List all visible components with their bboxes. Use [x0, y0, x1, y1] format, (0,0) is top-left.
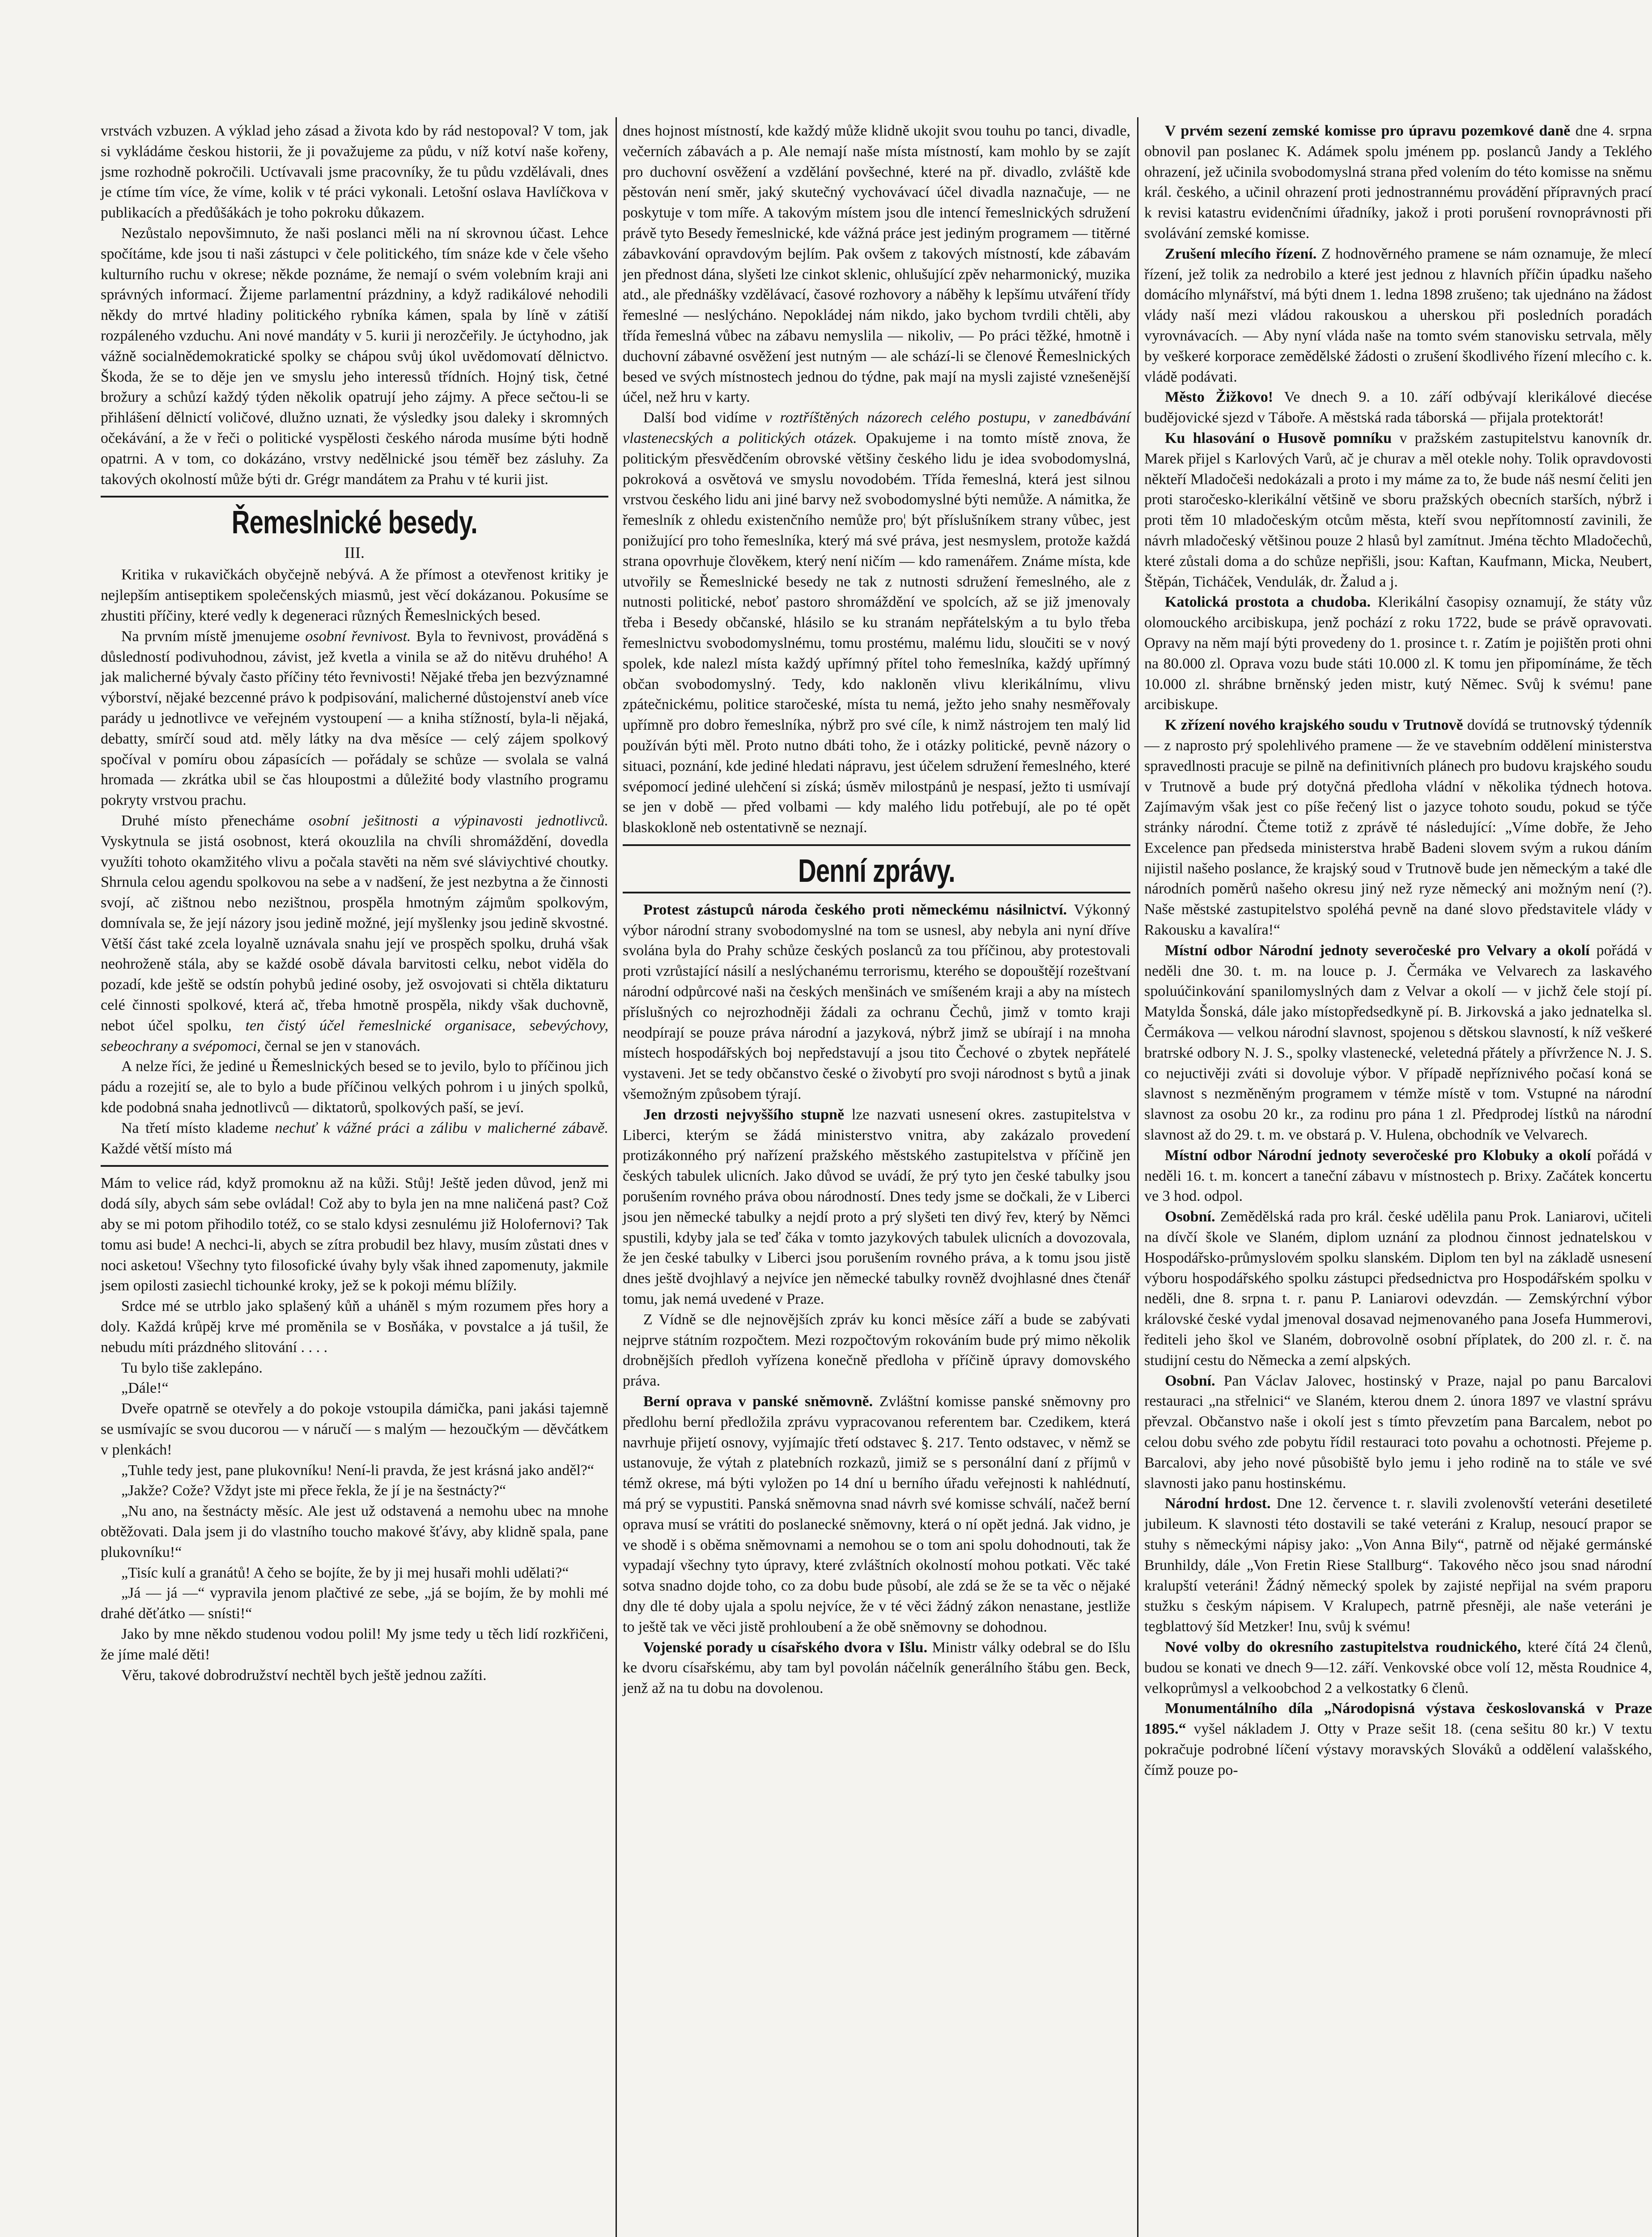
news-item — [1144, 592, 1652, 715]
news-headline: Osobní. — [1165, 1372, 1215, 1389]
column-3 — [1144, 121, 1652, 2237]
news-headline: Protest zástupců národa českého proti německému násilnictví. — [643, 901, 1067, 918]
body-text: Ministr války odebral se do Išlu ke dvoru císařskému, aby tam byl povolán náčelník generálního štábu gen. Beck, jenž až na tu dobu na dovolenou. — [623, 1639, 1131, 1697]
news-headline: Nové volby do okresního zastupitelstva roudnického, — [1165, 1638, 1521, 1655]
paragraph — [101, 626, 608, 811]
lead-text: Na prvním místě jmenujeme — [121, 628, 300, 645]
paragraph: „Já — já —“ vypravila jenom plačtivé ze sebe, „já se bojím, že by mohli mé drahé děťátko — snísti!“ — [101, 1585, 608, 1622]
news-item — [1144, 244, 1652, 387]
emphasis-text: osobní ješitnosti a výpinavosti jednotlivců. — [308, 812, 608, 829]
body-text: černal se jen v stanovách. — [264, 1038, 420, 1055]
body-text: Ve dnech 9. a 10. září odbývají klerikálové diecése budějovické sjezd v Táboře. A městská rada táborská — přijala protektorát! — [1144, 389, 1652, 426]
body-text: pořádá v neděli 16. t. m. koncert a taneční zábavu v místnostech p. Brixy. Začátek koncertu ve 3 hod. odpol. — [1144, 1147, 1652, 1205]
news-item — [1144, 1145, 1652, 1207]
body-text: které čítá 24 členů, budou se konati ve dnech 9—12. září. Venkovské obce volí 12, města Roudnice 4, velkoprůmysl a velkoobchod 2 a velkostatky 6 členů. — [1144, 1638, 1652, 1697]
news-headline: Monumentálního díla „Národopisná výstava českoslovanská v Praze 1895.“ — [1144, 1700, 1652, 1738]
paragraph: dnes hojnost místností, kde každý může klidně ukojit svou touhu po tanci, divadle, večerních zábavách a p. Ale nemají naše místa místností, kam mohlo by se zajít pro duchovní osvěžení a vzdělání povšechné, které na př. divadlo, zvláště kde pěstován není směr, jaký skutečný vychovávací účel divadla naznačuje, — ne poskytuje v tom míře. A takovým místem jsou dle intencí řemeslnických sdružení právě tyto Besedy řemeslnické, kde vážná práce jest jediným programem — titěrné zábavkování opravdovým bejlím. Pak ovšem z takových místností, kde zábavám jen přednost dána, slyšeti lze cinkot sklenic, ohlušující zpěv neharmonický, muzika atd., ale přednášky vzdělávací, časové rozhovory a náběhy k lepšímu utváření třídy řemeslné — neslýcháno. Nepokládej nám nikdo, jako bychom tvrdili chtěli, aby třída řemeslná vůbec na zábavu nemyslila — nikoliv, — Po práci těžké, hmotně i duchovní zábavné osvěžení jest nutným — ale schází-li se členové Řemeslnických besed ve svých místnostech jednou do týdne, pak mají na mysli zajisté vznešenější účel, než hru v karty. — [623, 123, 1130, 406]
news-headline: Město Žižkovo! — [1165, 389, 1274, 406]
news-headline: Jen drzosti nejvyššího stupně — [643, 1106, 845, 1123]
body-text: Opakujeme i na tomto místě znova, že politickým přesvědčením obrovské většiny českého lidu je idea svobodomyslná, pokroková a osvětová ve smyslu novodobém. Třída řemeslná, která jest silnou vrstvou českého lidu ani jiné barvy než svobodomyslné býti nemůže. A námitka, že řemeslník z ohledu existenčního nemůže pro¦ být příslušníkem strany vůbec, jest ponižující pro toho řemeslníka, který má své práva, jest nesmyslem, protože každá strana opovrhuje člověkem, který není ničím — kdo ramenářem. Známe místa, kde utvořily se Řemeslnické besedy ne tak z nutnosti sdružení řemeslného, ale z nutnosti politické, neboť pastoro shromáždění ve spolcích, až se již jmenovaly třeba i Besedy občanské, hlásilo se ku stranám nepřátelským a tu bylo třeba řemeslnictvu svobodomyslnému, tomu prostému, malému lidu, sloučiti se v nový spolek, kde nalezl místa každý upřímný přítel toho řemeslníka, každý upřímný občan svobodomyslný. Tedy, kdo nakloněn vlivu klerikálnímu, vlivu zpátečnickému, politice staročeské, místa tu nemá, ježto jeho snahy nesměřovaly upřímně pro dobro řemeslníka, nýbrž pro své cíle, k nimž nástrojem ten malý lid používán býti měl. Proto nutno dbáti toho, že i otázky politické, pevně názory o situaci, poznání, kde jediné hledati nápravu, jest účelem sdružení řemeslného, které svépomocí jediné ulehčení si získá; úsměv milostpánů je nespasí, ježto ti usmívají se jen v době — před volbami — kdy malého lidu potřebují, ale po té opět blaskokloně neb ostentativně se neznají. — [623, 430, 1131, 836]
paragraph: Nezůstalo nepovšimnuto, že naši poslanci měli na ní skrovnou účast. Lehce spočítáme, kde jsou ti naši zástupci v čele politického, tím snáze kde v čele všeho kulturního ruchu v okrese; někde poznáme, že nemají o svém volebním kraji ani správných informací. Žijeme parlamentní prázdniny, a když radikálové nehodili někdy do mrtvé hladiny politického rybníka kámen, spala by líně v zátiší rozpáleného vzduchu. Ani nové mandáty v 5. kurii ji nerozčeřily. Je úctyhodno, jak vážně socialnědemokratické spolky se chápou svůj úkol uvědomovatí dělnictvo. Škoda, že se to děje jen ve smyslu jeho interessů třídních. Hojný tisk, četné brožury a schůzí každý týden několik opatrují jeho zájmy. A přece sečtou-li se přihlášení dělnictí voličové, dlužno uznati, že výsledky jsou daleky i skromných očekávání, a že v řeči o politické vyspělosti českého národa musíme býti hodně opatrni. A v tom, co dokázáno, vrstvy nedělnické jsou téměř bez zásluhy. Za takových okolností může býti dr. Grégr mandátem za Prahu v té kurii jist. — [101, 225, 608, 488]
paragraph: Kritika v rukavičkách obyčejně nebývá. A že přímost a otevřenost kritiky je nejlepším antiseptikem společenských miasmů, jest věcí dokázanou. Pokusíme se zhustiti příčiny, které vedly k degeneraci různých Řemeslnických besed. — [101, 566, 608, 624]
emphasis-text: ten čistý účel řemeslnické organisace, sebevýchovy, sebeochrany a svépomoci, — [101, 1017, 608, 1055]
body-text: pořádá v neděli dne 30. t. m. na louce p. J. Čermáka ve Velvarech za laskavého spoluúčinkování spanilomyslných dam z Velvar a okolí — v jichž čele stojí pí. Matylda Šonská, dále jako místopředsedkyně pí. B. Jirkovská a jako jednatelka sl. Čermákova — velkou národní slavnost, spojenou s dětskou slavností, k níž veškeré bratrské odbory N. J. S., spolky vlastenecké, veletedná přátely a přívržence N. J. S. co nejuctivěji zváti si dovoluje výbor. V případě nepříznivého počasí koná se slavnost s nezměněným programem v témže místě v tom. Vstupné na národní slavnost za osobu 20 kr., za rodinu pro pána 1 zl. Předprodej lístků na národní slavnost až do 29. t. m. ve obstará p. V. Hulena, obchodník ve Velvarech. — [1144, 942, 1652, 1144]
lead-text: Druhé místo přenecháme — [121, 812, 295, 829]
paragraph: „Jakže? Cože? Vždyt jste mi přece řekla, že jí je na šestnácty?“ — [121, 1482, 506, 1499]
news-item — [1144, 940, 1652, 1145]
paragraph: „Dále!“ — [121, 1380, 169, 1397]
paragraph — [101, 1118, 608, 1159]
news-item — [1144, 428, 1652, 592]
news-headline: Berní oprava v panské sněmovně. — [643, 1393, 873, 1410]
body-text: Každé větší místo má — [101, 1140, 232, 1157]
body-text: vyšel nákladem J. Otty v Praze sešit 18. (cena sešitu 80 kr.) V textu pokračuje podrobné líčení výstavy moravských Slováků a oddělení valašského, čímž pouze po- — [1144, 1721, 1652, 1778]
section-divider — [623, 892, 1130, 893]
body-text: Zvláštní komisse panské sněmovny pro předlohu berní předložila zprávu vypracovanou referentem bar. Czedikem, která navrhuje přijetí osnovy, vyjímajíc třetí odstavec §. 217. Tento odstavec, v němž se ustanovuje, že výtah z platebních rozkazů, jimiž se s personální daní z příjmů v témž okrese, má býti vyložen po 14 dní u berního úřadu veřejnosti k nahlédnutí, má prý se vypustiti. Panská sněmovna snad návrh své komisse schválí, načež berní oprava musí se vrátiti do poslanecké sněmovny, která o ní opět jedná. Jak vidno, je ve shodě i s oběma sněmovnami a nemohou se o tom ani spolu dohodnouti, tak že vypadají všechny tyto úpravy, které zvláštních okolností mohou potkati. Věc také sotva snadno dojde toho, co za dobu bude působí, ale zdá se že se ta věc o nějaké dny dle té doby ujala a spolu nejvíce, že v té věci žádný zákon nenastane, jestliže to ještě tak ve věci jistě prohloubení a že obě sněmovny se dohodnou. — [623, 1393, 1130, 1635]
news-headline: Vojenské porady u císařského dvora v Išlu. — [643, 1639, 928, 1656]
paragraph: Tu bylo tiše zaklepáno. — [121, 1359, 263, 1376]
news-item — [1144, 1371, 1652, 1494]
feuilleton-divider — [101, 1165, 608, 1167]
lead-text: Na třetí místo klademe — [121, 1119, 268, 1136]
news-item — [1144, 715, 1652, 940]
column-rule — [616, 117, 617, 2237]
news-item: Z Vídně se dle nejnovějších zpráv ku konci měsíce září a bude se zabývati nejprve státním rozpočtem. Mezi rozpočtovým rokováním bude prý mimo několik drobnějších předloh vyřízena konečně předloha v příčině úpravy domovského práva. — [623, 1311, 1130, 1390]
paragraph: Mám to velice rád, když promoknu až na kůži. Stůj! Ještě jeden důvod, jenž mi dodá síly, abych sám sebe ovládal! Což aby to byla jen na mne naličená past? Což aby se mi potom přihodilo totéž, co se stalo kdysi zesnulému již Holofernovi? Tak tomu asi bude! A nechci-li, abych se zítra probudil bez hlavy, musím zůstati dnes v noci asketou! Všechny tyto filosofické úvahy byly však ihned zapomenuty, jakmile jsem opilosti zasiechl tichounké kroky, jež se k pokoji mému blížily. — [101, 1175, 608, 1294]
body-text: Z hodnověrného pramene se nám oznamuje, že mlecí řízení, jež tolik za nedrobilo a které jest jednou z hlavních příčin úpadku našeho domácího mlynářství, má býti dnem 1. ledna 1898 zrušeno; tak ujednáno na žádost vlády naší mezi vládou rakouskou a uherskou při posledních poradách vyrovnávacích. — Aby nyní vláda naše na tomto svém stanovisku setrvala, měly by veškeré korporace zemědělské žádosti o zrušení škodlivého řízení mlecího c. k. vládě podávati. — [1144, 245, 1652, 385]
body-text: Pan Václav Jalovec, hostinský v Praze, najal po panu Barcalovi restauraci „na střelnici“ ve Slaném, kterou dnem 2. února 1897 ve vlastní správu převzal. Občanstvo naše i okolí jest s tímto převzetím pana Barcalem, nebot po celou dobu svého zde pobytu řídil restauraci toto povahu a ochotnosti. Přejeme p. Barcalovi, aby jeho nové působiště bylo jemu i jeho rodině na to stále ve své slavnosti jako panu hostinskému. — [1144, 1372, 1652, 1492]
news-headline: K zřízení nového krajského soudu v Trutnově — [1165, 717, 1463, 734]
body-text: Vyskytnula se jistá osobnost, která okouzlila na chvíli shromáždění, dovedla využíti tohoto okamžitého vlivu a počala stavěti na něm své sláviychtivé choutky. Shrnula celou agendu spolkovou na sebe a v nadšení, že jest nezbytna a že činnosti svojí, ač zištnou nebo nezištnou, prospěla hmotným zájmům spolkovým, domnívala se, že její názory jsou jedině možné, její myšlenky jsou jedině skvostné. Větší část také zcela loyalně uznávala snahu její ve prospěch spolku, druhá však neohroženě stála, aby se každé osobě dávala barvitosti celku, nebot viděla do pozadí, kde ještě se odstín pohybů jediné osoby, jež osvojovati si chtěla diktaturu celé činnosti spolkové, která ač, třeba hmotně prospěla, nikdy však duchovně, nebot účel spolku, — [101, 833, 608, 1034]
news-item — [623, 1105, 1130, 1310]
news-headline: Národní hrdost. — [1165, 1495, 1271, 1512]
news-item — [623, 900, 1130, 1105]
column-2 — [623, 121, 1130, 2237]
body-text: Dne 12. července t. r. slavili zvolenovští veteráni desetileté jubileum. K slavnosti této dostavili se také veteráni z Kralup, nesoucí prapor se stuhy s německými nápisy jako: „Von Anna Bily“, patrně od nějaké germánské Brunhildy, dále „Von Fretin Riese Stallburg“. Takového něco jsou snad národní kralupští veteráni! Žádný německý spolek by zajisté nepřijal na svém praporu stužku s českým nápisem. V Kralupech, patrně přesněji, ale naše veteráni je tegblattový šíd Metzker! Inu, svůj k svému! — [1144, 1495, 1652, 1635]
body-text: v pražském zastupitelstvu kanovník dr. Marek přijel s Karlových Varů, ač je churav a měl otekle nohy. Tolik opravdovosti někteří Mladočeši nedokázali a proto i my máme za to, že bude náš nesmí čeliti jen proti staročesko-klerikální většině ve sboru pražských obecních starších, nýbrž i proti těm 10 mladočeským otcům města, kteří svou nepřítomností zavinili, že návrh mladočeský většinou pouze 2 hlasů byl zamítnut. Jména těchto Mladočechů, které zůstali doma a do schůze nepřišli, jsou: Kaftan, Kaufmann, Micka, Neubert, Štěpán, Ticháček, Vendulák, dr. Žalud a j. — [1144, 430, 1652, 590]
news-headline: Osobní. — [1165, 1208, 1215, 1225]
news-item — [1144, 1637, 1652, 1698]
paragraph: Jako by mne někdo studenou vodou polil! My jsme tedy u těch lidí rozkřičeni, že jíme malé děti! — [101, 1625, 608, 1663]
news-headline: Zrušení mlecího řízení. — [1165, 245, 1317, 262]
news-headline: Katolická prostota a chudoba. — [1165, 594, 1371, 611]
body-text: Výkonný výbor národní strany svobodomyslné na tom se usnesl, aby nebyla ani nyní dříve svolána byla do Prahy schůze českých poslanců za tou příčinou, aby protestovali proti vzrůstající násilí a neslýchanému terrorismu, kterého se dopouštějí rozeštvaní národní odpůrcové naši na českých menšinách ve smíšeném kraji a aby na místech příslušných co nejrozhodněji žádali za ochranu Čechů, jimž v tomto kraji neodpírají se pouze práva národní a jazyková, nýbrž jimž se ubírají i na mnoha místech hospodářských boj nepředstavují a jsou tito Čechové o zbytek nepřátelé vystaveni. Jet se tedy občanstvo české o živobytí pro svoji národnost s bytů a jinak všemožným způsobem týrají. — [623, 901, 1130, 1103]
body-text: Zemědělská rada pro král. české udělila panu Prok. Laniarovi, učiteli na dívčí škole ve Slaném, diplom uznání za plodnou činnost jednatelskou v Hospodářsko-průmyslovém spolku slanském. Diplom ten byl na základě usnesení výboru hospodářského spolku zástupci předsednictva pro Hospodářském spolku v neděli, dne 8. srpna t. r. panu P. Laniarovi odevzdán. — Zemskýrchní výbor královské české vydal jmenoval dosavad nejmenovaného pana Josefa Hummerovi, řediteli jeho škol ve Slaném, dobrovolně osobní příplatek, do 200 zl. r. č. na studijní cestu do Německa a zemí alpských. — [1144, 1208, 1652, 1369]
emphasis-text: v roztříštěných názorech celého postupu, v zanedbávání vlastenecských a politických otázek. — [623, 409, 1131, 447]
news-item — [623, 1637, 1130, 1699]
section-heading: Řemeslnické besedy. — [231, 505, 478, 541]
paragraph: Srdce mé se utrblo jako splašený kůň a uháněl s mým rozumem přes hory a doly. Každá krůpěj krve mé proměnila se v Bosňáka, v povstalce a já tušil, že nebudu míti prázdného slitování . . . . — [101, 1298, 608, 1356]
section-divider — [623, 844, 1130, 846]
section-divider — [101, 496, 608, 498]
news-item — [1144, 121, 1652, 244]
body-text: lze nazvati usnesení okres. zastupitelstva v Liberci, kterým se žádá ministerstvo vnitra, aby zakázalo provedení protizákonného prý nařízení pražského městského zastupitelstva v příčině jen českých tabulek ulicních. Jako důvod se uvádí, že prý tyto jen české tabulky jsou porušením rovného práva obou národností. Dnes tedy jsme se dočkali, že v Liberci jsou jen německé tabulky a nejdí proto a prý slyšeti ten divý řev, který by Němci spustili, kdyby jala se teď čáka v tomto jazykových tabulek ulicních a dovozovala, že jen české tabulky v Liberci jsou porušením rovného práva, a k tomu jsou jistě dnes ještě dvojhlavý a nejvíce jen německé tabulky rovněž dvojhlasné dnes čtenář tomu, jak nemá uvedené v Praze. — [623, 1106, 1130, 1308]
news-headline: Místní odbor Národní jednoty severočeské pro Klobuky a okolí — [1165, 1147, 1591, 1164]
news-headline: Ku hlasování o Husově pomníku — [1165, 430, 1392, 447]
paragraph — [623, 408, 1130, 838]
column-1 — [101, 121, 608, 2237]
body-text: dovídá se trutnovský týdenník — z naprosto prý spolehlivého pramene — že ve stavebním oddělení ministerstva spravedlnosti pracuje se pilně na definitivních plánech pro budovu krajského soudu v Trutnově a bude prý dotyčná předloha vládní v několika týdnech hotova. Zajímavým však jest co píše řečený list o jazyce tohoto soudu, pokud se týče stránky národní. Čteme totiž z zprávě té následující: „Víme dobře, že Jeho Excelence pan předseda ministerstva hrabě Badeni slovem svým a rukou dáním nijistil našeho poslance, že krajský soud v Trutnově bude jen německým a také dle národních poměrů našeho okresu jiný než ryze německý ani možným není (?). Naše městské zastupitelstvo spoléhá pevně na dané slovo představitele vlády v Rakousku a kavalíra!“ — [1144, 717, 1652, 939]
lead-text: Další bod vidíme — [643, 409, 757, 426]
emphasis-text: nechuť k vážné práci a zálibu v malicherné zábavě. — [275, 1119, 609, 1136]
body-text: dne 4. srpna obnovil pan poslanec K. Adámek spolu jménem pp. poslanců Jandy a Teklého ohrazení, jež učinila svobodomyslná strana před volením do této komisse na sněmu král. českého, a učinil ohrazení proti jednostrannému provádění přípravných prací k revisi katastru evidenčními úřadníky, jakož i proti porušení rovnoprávnosti při svolávání zemské komisse. — [1144, 123, 1652, 242]
news-item — [1144, 1698, 1652, 1780]
body-text: Byla to řevnivost, prováděná s důsledností podivuhodnou, závist, jež kvetla a vinila se až do nitěvu druhého! A jak malicherné bývaly často příčiny této řevnivosti! Nějaké třeba jen bezvýznamné výborství, nějaké bezcenné právo k podpisování, malicherné důstojenství aneb více parády u jednotlivce ve veřejném vystoupení — a kniha stížností, byla-li nějaká, debatty, smírčí soud atd. měly látky na dva měsíce — celý zájem spolkový spočíval v pomíru obou zápasících — pořádaly se schůze — svolala se valná hromada — zkrátka ubil se čas hloupostmi a důležité body vlastního programu pokryty vrstvou prachu. — [101, 628, 609, 809]
paragraph: Dveře opatrně se otevřely a do pokoje vstoupila dámička, pani jakási tajemně se usmívajíc se svou ducorou — v náručí — s malým — hezoučkým — děvčátkem v plenkách! — [101, 1400, 608, 1458]
column-rule — [1137, 117, 1138, 2237]
news-item — [1144, 1493, 1652, 1637]
news-headline: V prvém sezení zemské komisse pro úpravu pozemkové daně — [1165, 123, 1571, 139]
paragraph: „Tuhle tedy jest, pane plukovníku! Není-li pravda, že jest krásná jako anděl?“ — [121, 1462, 595, 1479]
news-headline: Místní odbor Národní jednoty severočeské pro Velvary a okolí — [1165, 942, 1590, 959]
news-item — [1144, 1207, 1652, 1370]
section-heading: Denní zprávy. — [798, 853, 955, 889]
paragraph: „Nu ano, na šestnácty měsíc. Ale jest už odstavená a nemohu ubec na mnohe obtěžovati. Dala jsem ji do vlastního toucho makové šťávy, aby klidně spala, pane plukovníku!“ — [101, 1503, 608, 1561]
news-item — [1144, 387, 1652, 428]
body-text: Klerikální časopisy oznamují, že státy vůz olomouckého arcibiskupa, jenž pochází z roku 1722, bude se právě opravovati. Opravy na něm mají býti provedeny do 1. prosince t. r. Zatím je pojištěn proti ohni na 80.000 zl. Oprava vozu bude státi 10.000 zl. K tomu jen připomínáme, že těch 10.000 zl. shrábne brněnský jeden mistr, kutý Němec. Svůj k svému! pane arcibiskupe. — [1144, 594, 1652, 713]
section-number: III. — [344, 544, 365, 562]
paragraph: „Tisíc kulí a granátů! A čeho se bojíte, že by ji mej husaři mohli udělati?“ — [121, 1564, 569, 1581]
paragraph — [101, 811, 608, 1057]
paragraph: Věru, takové dobrodružství nechtěl bych ještě jednou zažíti. — [121, 1667, 487, 1684]
emphasis-text: osobní řevnivost. — [305, 628, 411, 645]
paragraph: A nelze říci, že jediné u Řemeslnických besed se to jevilo, bylo to příčinou jich pádu a rozejití se, ale to bylo a bude příčinou velkých pohrom i u jiných spolků, kde podobná snaha jednotlivců — diktatorů, spolkových paší, se jeví. — [101, 1058, 608, 1116]
news-item — [623, 1391, 1130, 1637]
paragraph: vrstvách vzbuzen. A výklad jeho zásad a života kdo by rád nestopoval? V tom, jak si vykládáme českou historii, že ji považujeme za půdu, v níž kotví naše kořeny, jsme rozhodně pokročili. Uctívavali jsme pracovníky, že tu půdu vzdělávali, dnes je ctíme tím více, že víme, kolik v té práci vykonali. Letošní oslava Havlíčkova v publikacích a předůšákách je toho pokroku důkazem. — [101, 123, 608, 221]
